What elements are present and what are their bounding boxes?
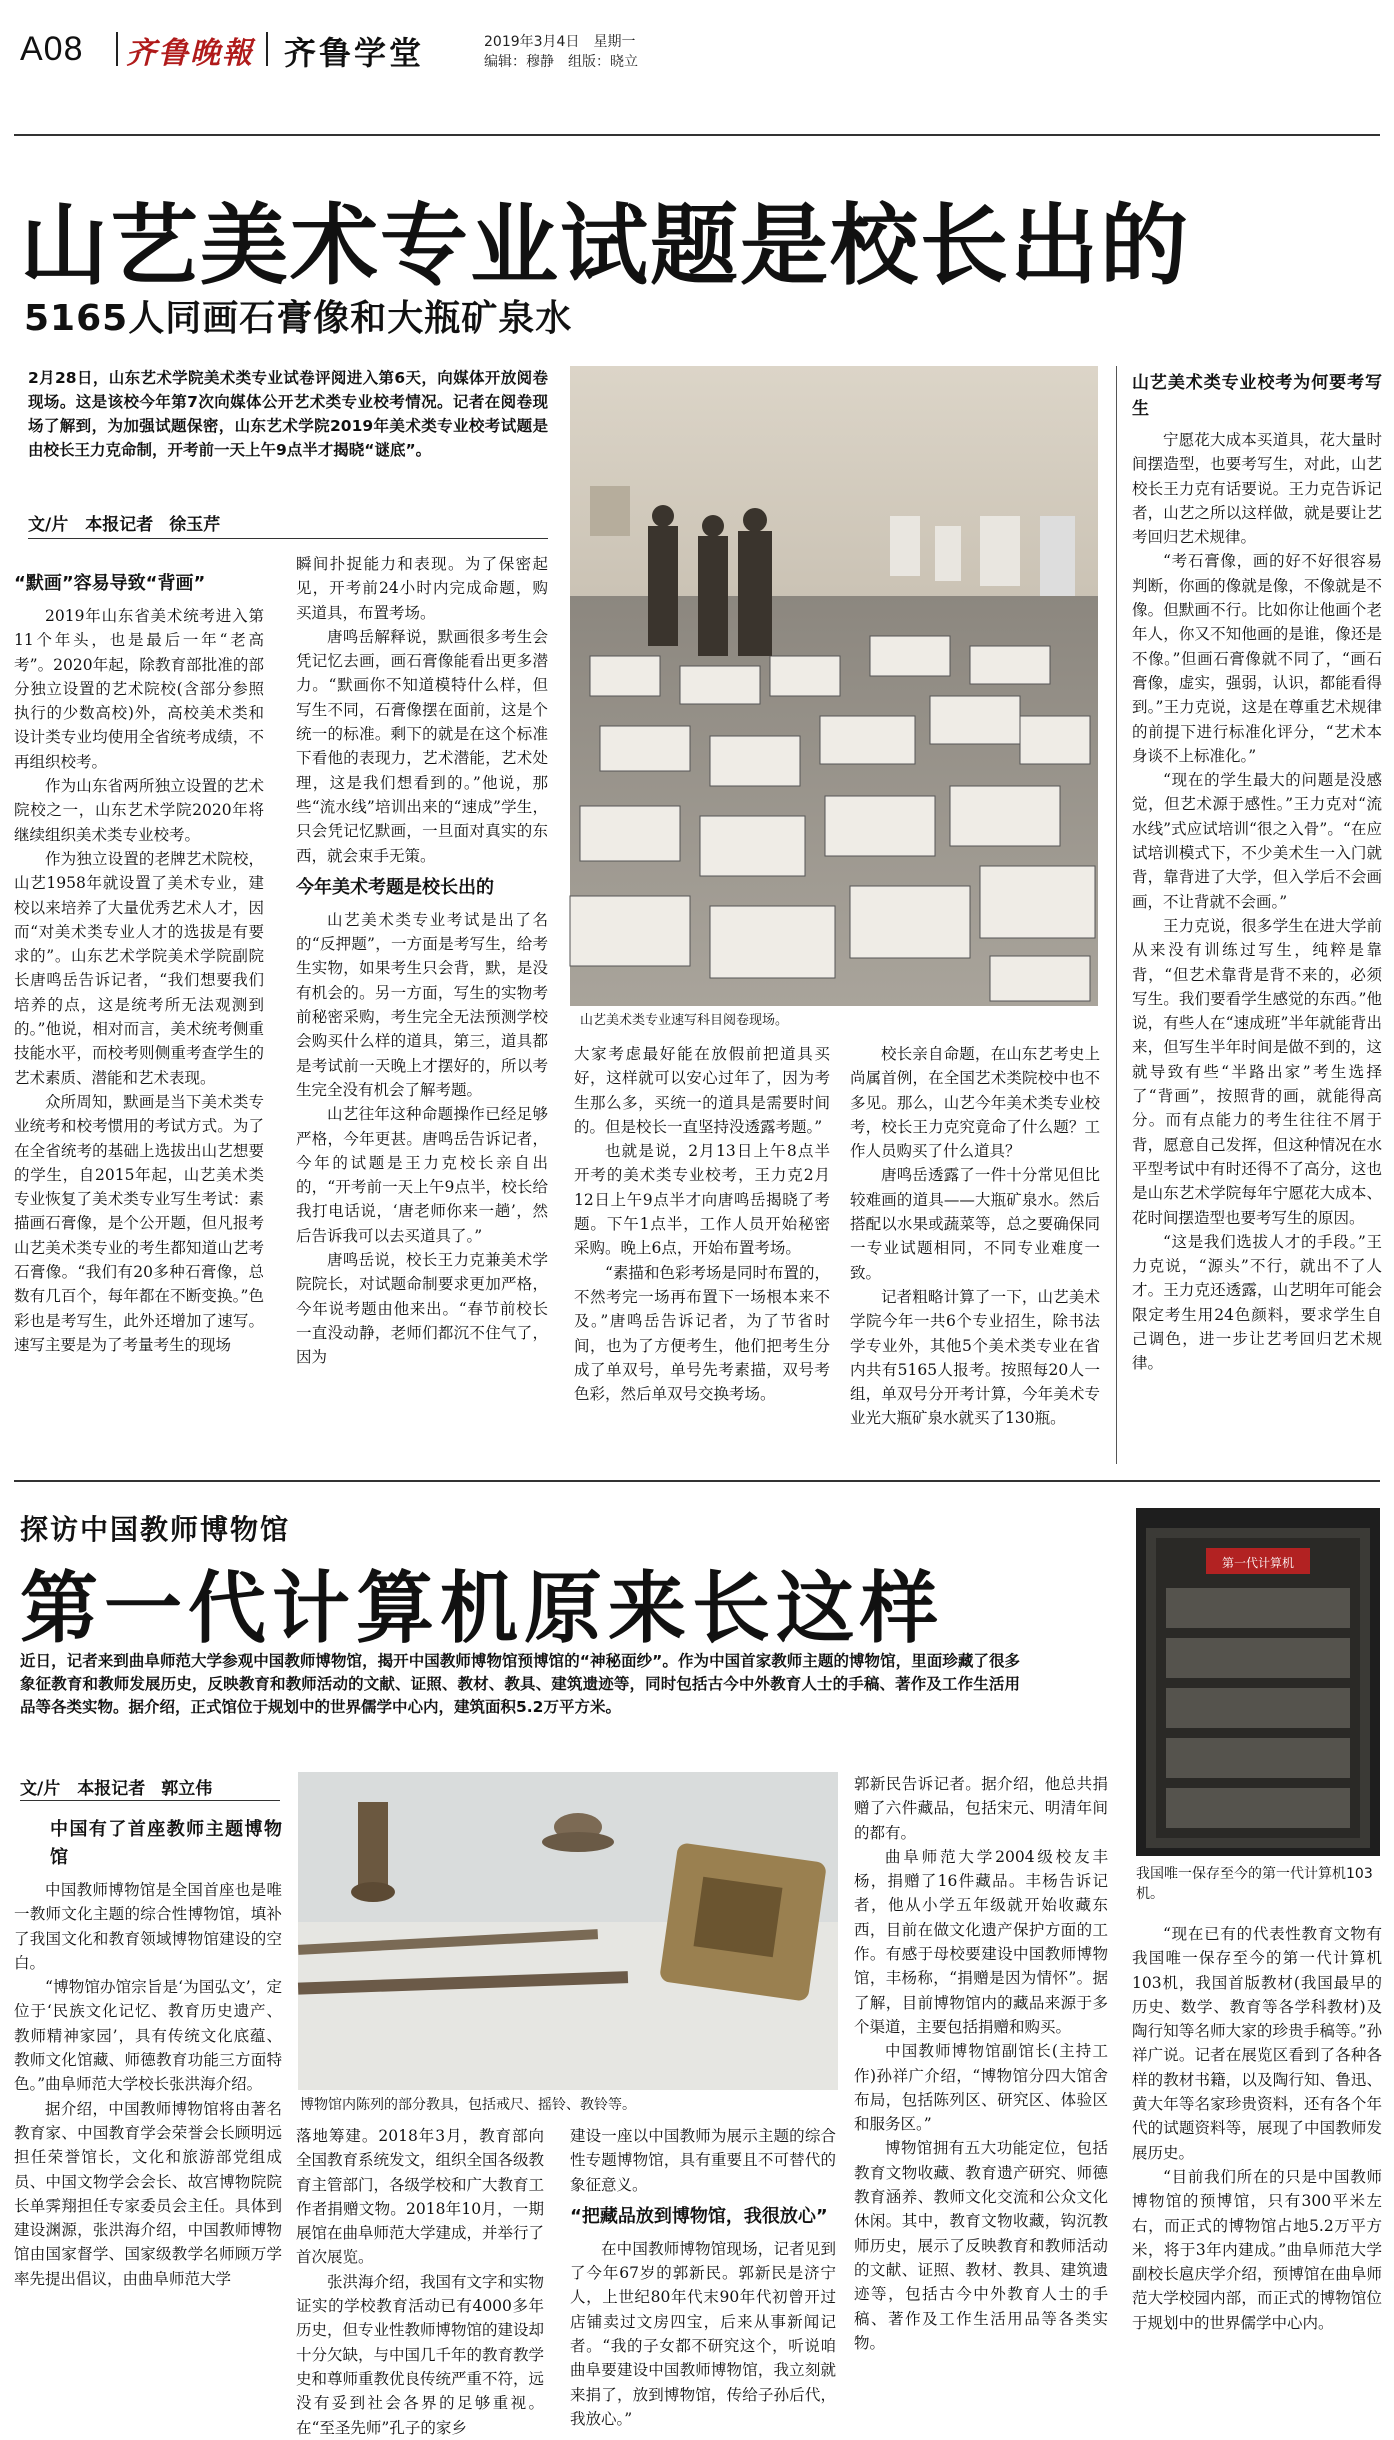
paragraph: 山艺美术类专业考试是出了名的“反押题”，一方面是考写生，给考生实物，如果考生只会背，默，是没有机会的。另一方面，写生的实物考前秘密采购，考生完全无法预测学校会购买什么样的道具，第三，道具都是考试前一天晚上才摆好的，所以考生完全没有机会了解考题。: [296, 910, 548, 1099]
paragraph: 中国教师博物馆是全国首座也是唯一教师文化主题的综合性博物馆，填补了我国文化和教育领域博物馆建设的空白。: [14, 1881, 282, 1972]
paragraph: “博物馆办馆宗旨是‘为国弘文’，定位于‘民族文化记忆、教育历史遗产、教师精神家园’，具有传统文化底蕴、教师文化馆藏、师德教育功能三方面特色。”曲阜师范大学校长张洪海介绍。: [14, 1978, 282, 2094]
byline-role: 文/片 本报记者: [28, 515, 154, 535]
story2-column-3: [570, 2124, 836, 2428]
story1-subheading: 今年美术考题是校长出的: [296, 876, 494, 898]
paragraph: 也就是说，2月13日上午8点半开考的美术类专业校考，王力克2月12日上午9点半才向唐鸣岳揭晓了考题。下午1点半，工作人员开始秘密采购。晚上6点，开始布置考场。: [574, 1142, 830, 1258]
paragraph: 校长亲自命题，在山东艺考史上尚属首例，在全国艺术类院校中也不多见。那么，山艺今年美术类专业校考，校长王力克究竟命了什么题？工作人员购买了什么道具？: [850, 1045, 1100, 1161]
column-divider: [1116, 366, 1117, 1464]
paragraph: “目前我们所在的只是中国教师博物馆的预博馆，只有300平米左右，而正式的博物馆占地5.2万平方米，将于3年内建成。”曲阜师范大学副校长扈庆学介绍，预博馆在曲阜师范大学校园内部，而正式的博物馆位于规划中的世界儒学中心内。: [1132, 2167, 1382, 2332]
top-rule: [14, 134, 1380, 136]
byline-rule: [28, 538, 548, 539]
byline-role: 文/片 本报记者: [20, 1779, 146, 1799]
paragraph: 博物馆拥有五大功能定位，包括教育文物收藏、教育遗产研究、师德教育涵养、教师文化交流和公众文化休闲。其中，教育文物收藏，钩沉教师历史，展示了反映教育和教师活动的文献、证照、教材、教具、建筑遗迹等，包括古今中外教育人士的手稿、著作及工作生活用品等各类实物。: [854, 2139, 1108, 2352]
paragraph: “考石膏像，画的好不好很容易判断，你画的像就是像，不像就是不像。但默画不行。比如你让他画个老年人，你又不知他画的是谁，像还是不像。”但画石膏像就不同了，“画石膏像，虚实，强弱，认识，都能看得到。”王力克说，这是在尊重艺术规律的前提下进行标准化评分，“艺术本身谈不上标准化。”: [1132, 552, 1382, 765]
story1-column-2: [296, 552, 548, 1464]
story2-headline: 第一代计算机原来长这样: [20, 1564, 945, 1654]
story1-lead: 2月28日，山东艺术学院美术类专业试卷评阅进入第6天，向媒体开放阅卷现场。这是该校今年第7次向媒体公开艺术类专业校考情况。记者在阅卷现场了解到，为加强试题保密，山东艺术学院2019年美术类专业校考试题是由校长王力克命制，开考前一天上午9点半才揭晓“谜底”。: [28, 369, 548, 459]
paragraph: 大家考虑最好能在放假前把道具买好，这样就可以安心过年了，因为考生那么多，买统一的道具是需要时间的。但是校长一直坚持没透露考题。”: [574, 1045, 830, 1136]
paragraph: 瞬间扑捉能力和表现。为了保密起见，开考前24小时内完成命题，购买道具，布置考场。: [296, 555, 548, 622]
teaching-tools-image: [298, 1772, 838, 2090]
paragraph: 山艺往年这种命题操作已经足够严格，今年更甚。唐鸣岳告诉记者，今年的试题是王力克校长亲自出的，“开考前一天上午9点半，校长给我打电话说，‘唐老师你来一趟’，然后告诉我可以去买道具了。”: [296, 1105, 548, 1245]
issue-date: 2019年3月4日: [484, 34, 580, 50]
paragraph: 郭新民告诉记者。据介绍，他总共捐赠了六件藏品，包括宋元、明清年间的都有。: [854, 1775, 1108, 1842]
paragraph: 张洪海介绍，我国有文字和实物证实的学校教育活动已有4000多年历史，但专业性教师博物馆的建设却十分欠缺，与中国几千年的教育教学史和尊师重教优良传统严重不符，远没有妥到社会各界的足够重视。在“至圣先师”孔子的家乡: [296, 2272, 545, 2437]
newspaper-logo: 齐鲁晚報: [126, 36, 254, 71]
paragraph: 中国教师博物馆副馆长(主持工作)孙祥广介绍，“博物馆分四大馆舍布局，包括陈列区、研究区、体验区和服务区。”: [854, 2042, 1108, 2134]
paragraph: 唐鸣岳说，校长王力克兼美术学院院长，对试题命制要求更加严格，今年说考题由他来出。“春节前校长一直没动静，老师们都沉不住气了，因为: [296, 1251, 548, 1367]
paragraph: 建设一座以中国教师为展示主题的综合性专题博物馆，具有重要且不可替代的象征意义。: [570, 2127, 836, 2194]
paragraph: “这是我们选拔人才的手段。”王力克说，“源头”不行，就出不了人才。王力克还透露，山艺明年可能会限定考生用24色颜料，要求学生自己调色，进一步让艺考回归艺术规律。: [1132, 1232, 1382, 1373]
paragraph: 在中国教师博物馆现场，记者见到了今年67岁的郭新民。郭新民是济宁人，上世纪80年代末90年代初曾开过店铺卖过文房四宝，后来从事新闻记者。“我的子女都不研究这个，听说咱曲阜要建设中国教师博物馆，我立刻就来捐了，放到博物馆，传给子孙后代，我放心。”: [570, 2239, 836, 2428]
story2-photo-caption: 博物馆内陈列的部分教具，包括戒尺、摇铃、教铃等。: [300, 2097, 636, 2113]
paragraph: 唐鸣岳透露了一件十分常见但比较难画的道具——大瓶矿泉水。然后搭配以水果或蔬菜等，总之要确保同一专业试题相同，不同专业难度一致。: [850, 1166, 1100, 1282]
paragraph: 作为山东省两所独立设置的艺术院校之一，山东艺术学院2020年将继续组织美术类专业校考。: [14, 777, 264, 844]
issue-meta: [484, 32, 652, 72]
story2-subheading: “把藏品放到博物馆，我很放心”: [570, 2205, 828, 2227]
story1-byline: [28, 510, 236, 535]
paragraph: 据介绍，中国教师博物馆将由著名教育家、中国教育学会荣誉会长顾明远担任荣誉馆长，文化和旅游部党组成员、中国文物学会会长、故宫博物院院长单霁翔担任专家委员会主任。具体到建设渊源，张洪海介绍，中国教师博物馆由国家督学、国家级教学名师顾万学率先提出倡议，由曲阜师范大学: [14, 2099, 282, 2288]
story1-column-1: [14, 564, 264, 1464]
exhibit-sign: 第一代计算机: [1221, 1556, 1295, 1570]
story1-column-5: [1132, 370, 1382, 1464]
story1-subheading: “默画”容易导致“背画”: [14, 573, 206, 594]
byline-name: 徐玉芹: [169, 515, 221, 535]
story2-column-4: [854, 1772, 1108, 2380]
paragraph: “素描和色彩考场是同时布置的，不然考完一场再布置下一场根本来不及。”唐鸣岳告诉记者，为了节省时间，也为了方便考生，他们把考生分成了单双号，单号先考素描，双号考色彩，然后单双号交换考场。: [574, 1263, 830, 1404]
computer-103-image: [1136, 1508, 1380, 1856]
story2-subheading: 中国有了首座教师主题博物馆: [50, 1819, 282, 1868]
paragraph: 唐鸣岳解释说，默画很多考生会凭记忆去画，画石膏像能看出更多潜力。“默画你不知道模特什么样，但写生不同，石膏像摆在面前，这是个统一的标准。剩下的就是在这个标准下看他的表现力，艺术潜能，艺术处理，这是我们想看到的。”他说，那些“流水线”培训出来的“速成”学生，只会凭记忆默画，一旦面对真实的东西，就会束手无策。: [296, 627, 548, 865]
issue-weekday: 星期一: [593, 34, 636, 50]
masthead-divider: [116, 32, 118, 66]
layout-credit: 组版：晓立: [568, 54, 638, 70]
story2-lead: 近日，记者来到曲阜师范大学参观中国教师博物馆，揭开中国教师博物馆预博馆的“神秘面纱”。作为中国首家教师主题的博物馆，里面珍藏了很多象征教育和教师发展历史，反映教育和教师活动的文献、证照、教材、教具、建筑遗迹等，同时包括古今中外教育人士的手稿、著作及工作生活用品等各类实物。据介绍，正式馆位于规划中的世界儒学中心内，建筑面积5.2万平方米。: [20, 1652, 1020, 1716]
sidebar-heading: 山艺美术类专业校考为何要考写生: [1132, 373, 1382, 419]
story1-column-3: [574, 1042, 830, 1464]
byline-rule: [20, 1800, 280, 1801]
paragraph: 记者粗略计算了一下，山艺美术学院今年一共6个专业招生，除书法学专业外，其他5个美术类专业在省内共有5165人报考。按照每20人一组，单双号分开考计算，今年美术专业光大瓶矿泉水就买了130瓶。: [850, 1287, 1100, 1428]
story1-headline: 山艺美术专业试题是校长出的: [20, 194, 1191, 297]
paragraph: “现在的学生最大的问题是没感觉，但艺术源于感性。”王力克对“流水线”式应试培训“很之入骨”。“在应试培训模式下，不少美术生一入门就背，靠背进了大学，但入学后不会画画，不让背就不会画。”: [1132, 771, 1382, 911]
byline-name: 郭立伟: [161, 1779, 213, 1799]
story1-photo-caption: 山艺美术类专业速写科目阅卷现场。: [580, 1013, 789, 1028]
exam-grading-hall-image: [570, 366, 1098, 1006]
story2-column-2: [296, 2124, 545, 2437]
story2-photo: [298, 1772, 838, 2090]
paragraph: “现在已有的代表性教育文物有我国唯一保存至今的第一代计算机103机，我国首版教材(我国最早的历史、数学、教育等各学科教材)及陶行知等名师大家的珍贵手稿等。”孙祥广说。记者在展览区看到了各种各样的教材书籍，以及陶行知、鲁迅、黄大年等名家珍贵资料，还有各个年代的试题资料等，展现了中国教师发展历史。: [1132, 1925, 1382, 2162]
story2-side-caption: 我国唯一保存至今的第一代计算机103机。: [1136, 1866, 1373, 1902]
masthead: [14, 18, 1380, 76]
page-number: A08: [20, 30, 84, 68]
story2-column-5: [1132, 1922, 1382, 2380]
paragraph: 曲阜师范大学2004级校友丰杨，捐赠了16件藏品。丰杨告诉记者，他从小学五年级就开始收藏东西，目前在做文化遗产保护方面的工作。有感于母校要建设中国教师博物馆，丰杨称，“捐赠是因为情怀”。据了解，目前博物馆内的藏品来源于多个渠道，主要包括捐赠和购买。: [854, 1847, 1108, 2036]
editor-credit: 编辑：穆静: [484, 54, 554, 70]
section-rule: [14, 1480, 1380, 1482]
paragraph: 2019年山东省美术统考进入第11个年头，也是最后一年“老高考”。2020年起，除教育部批准的部分独立设置的艺术院校(含部分参照执行的少数高校)外，高校美术类和设计类专业均使用全省统考成绩，不再组织校考。: [14, 607, 264, 771]
story1-photo: [570, 366, 1098, 1006]
paragraph: 作为独立设置的老牌艺术院校，山艺1958年就设置了美术专业，建校以来培养了大量优秀艺术人才，因而“对美术类专业人才的选拔是有要求的”。山东艺术学院美术学院副院长唐鸣岳告诉记者，“我们想要我们培养的点，这是统考所无法观测到的。”他说，相对而言，美术统考侧重技能水平，而校考则侧重考查学生的艺术素质、潜能和艺术表现。: [14, 849, 264, 1087]
story1-column-4: [850, 1042, 1100, 1464]
masthead-divider: [266, 32, 268, 66]
paragraph: 宁愿花大成本买道具，花大量时间摆造型，也要考写生，对此，山艺校长王力克有话要说。王力克告诉记者，山艺之所以这样做，就是要让艺考回归艺术规律。: [1132, 431, 1382, 547]
story2-kicker: 探访中国教师博物馆: [20, 1513, 291, 1546]
story2-column-1: [14, 1810, 282, 2380]
paragraph: 王力克说，很多学生在进大学前从来没有训练过写生，纯粹是靠背，“但艺术靠背是背不来的，必须写生。我们要看学生感觉的东西。”他说，有些人在“速成班”半年就能背出来，但写生半年时间是做不到的，这就导致有些“半路出家”考生选择了“背画”，按照背的画，就能得高分。而有点能力的考生往往不屑于背，愿意自己发挥，但这种情况在水平型考试中有时还得不了高分，这也是山东艺术学院每年宁愿花大成本、花时间摆造型也要考写生的原因。: [1132, 916, 1382, 1227]
story1-subhead: 5165人同画石膏像和大瓶矿泉水: [24, 298, 573, 339]
paragraph: 落地筹建。2018年3月，教育部向全国教育系统发文，组织全国各级教育主管部门，各级学校和广大教育工作者捐赠文物。2018年10月，一期展馆在曲阜师范大学建成，并举行了首次展览。: [296, 2127, 545, 2267]
paragraph: 众所周知，默画是当下美术类专业统考和校考惯用的考试方式。为了在全省统考的基础上选拔出山艺想要的学生，自2015年起，山艺美术类专业恢复了美术类专业写生考试：素描画石膏像，是个公开题，但凡报考山艺美术类专业的考生都知道山艺考石膏像。“我们有20多种石膏像，总数有几百个，每年都在不断变换。”色彩也是考写生，此外还增加了速写。速写主要是为了考量考生的现场: [14, 1092, 264, 1354]
section-title: 齐鲁学堂: [284, 34, 425, 72]
story2-byline: [20, 1774, 228, 1799]
story2-side-photo: [1136, 1508, 1380, 1856]
